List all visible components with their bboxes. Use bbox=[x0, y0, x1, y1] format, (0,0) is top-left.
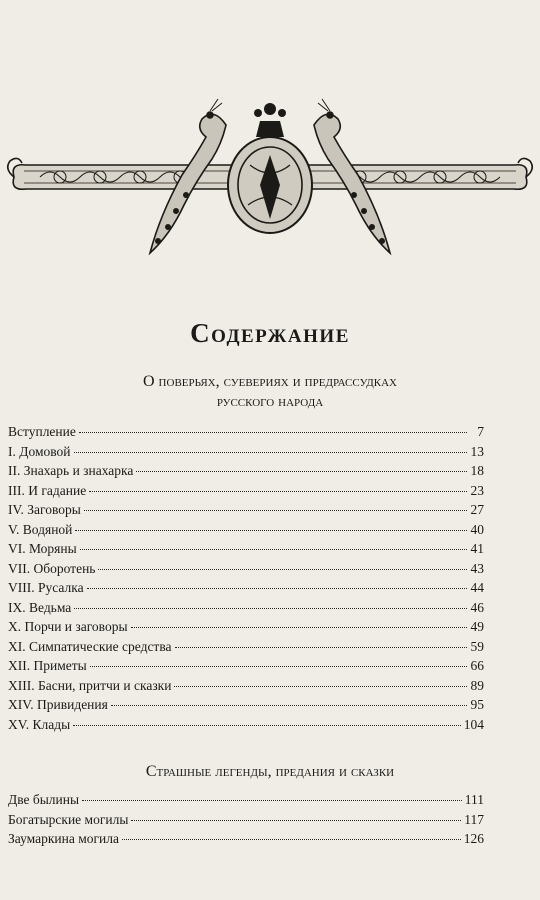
toc-entry[interactable] bbox=[8, 812, 484, 832]
dot-leader bbox=[80, 548, 467, 550]
toc-entry-page: 27 bbox=[470, 502, 484, 517]
toc-entry-page: 59 bbox=[470, 638, 484, 654]
toc-entry[interactable] bbox=[8, 463, 484, 483]
toc-entry-label: VIII. Русалка bbox=[8, 580, 84, 595]
toc-entry-label: XI. Симпатические средства bbox=[8, 638, 172, 654]
dot-leader bbox=[79, 431, 467, 433]
toc-entry[interactable] bbox=[8, 697, 484, 717]
toc-entry-page: 41 bbox=[470, 541, 484, 556]
section-heading-line: Страшные легенды, предания и сказки bbox=[145, 763, 395, 780]
toc-entry-label: Богатырские могилы bbox=[8, 811, 129, 827]
toc-entry[interactable] bbox=[8, 658, 484, 678]
toc-entry-label: Заумаркина могила bbox=[8, 831, 119, 846]
toc-entry-page: 13 bbox=[470, 443, 484, 459]
toc-entry[interactable] bbox=[8, 502, 484, 522]
toc-entry-page: 44 bbox=[470, 580, 484, 595]
dot-leader bbox=[136, 470, 467, 472]
toc-entry-label: III. И гадание bbox=[8, 482, 87, 498]
toc-entry[interactable] bbox=[8, 561, 484, 581]
toc-entry[interactable] bbox=[8, 717, 484, 737]
dot-leader bbox=[82, 799, 462, 801]
dot-leader bbox=[87, 587, 467, 589]
section-heading-line: О поверьях, суевериях и предрассудках bbox=[143, 373, 397, 390]
toc-entry-label: I. Домовой bbox=[8, 443, 71, 459]
toc-entry-label: II. Знахарь и знахарка bbox=[8, 463, 134, 478]
toc-entry[interactable] bbox=[8, 792, 484, 812]
toc-entry-page: 46 bbox=[470, 599, 484, 615]
dot-leader bbox=[73, 724, 461, 726]
toc-entry[interactable] bbox=[8, 600, 484, 620]
toc-entry-page: 111 bbox=[464, 792, 484, 807]
toc-entry-page: 117 bbox=[464, 811, 484, 827]
toc-entry-page: 43 bbox=[470, 560, 484, 576]
dot-leader bbox=[89, 490, 467, 492]
toc-entry-label: XIII. Басни, притчи и сказки bbox=[8, 677, 172, 693]
dot-leader bbox=[111, 704, 467, 706]
toc-entry-label: Вступление bbox=[8, 424, 76, 439]
toc-entry-label: XV. Клады bbox=[8, 716, 71, 732]
toc-entry-label: Две былины bbox=[8, 792, 80, 807]
page-title: Содержание bbox=[190, 318, 350, 348]
toc-entry[interactable] bbox=[8, 541, 484, 561]
dot-leader bbox=[174, 685, 467, 687]
toc-entry-label: X. Порчи и заговоры bbox=[8, 619, 128, 634]
toc-entry-page: 66 bbox=[470, 658, 484, 673]
dot-leader bbox=[131, 626, 467, 628]
dot-leader bbox=[90, 665, 467, 667]
dot-leader bbox=[75, 529, 467, 531]
toc-entry-page: 23 bbox=[470, 482, 484, 498]
toc-entry[interactable] bbox=[8, 619, 484, 639]
toc-entry-label: VII. Оборотень bbox=[8, 560, 96, 576]
toc-entry-label: XIV. Привидения bbox=[8, 697, 108, 712]
toc-entry-page: 95 bbox=[470, 697, 484, 712]
toc-entry[interactable] bbox=[8, 483, 484, 503]
toc-entry-page: 49 bbox=[470, 619, 484, 634]
toc-entry-page: 89 bbox=[470, 677, 484, 693]
toc-entry[interactable] bbox=[8, 424, 484, 444]
toc-entry[interactable] bbox=[8, 580, 484, 600]
toc-entry-page: 104 bbox=[463, 716, 484, 732]
toc-entry-page: 40 bbox=[470, 521, 484, 537]
toc-entry[interactable] bbox=[8, 678, 484, 698]
toc-entry-page: 126 bbox=[463, 831, 484, 846]
section-heading-line: русского народа bbox=[216, 393, 324, 410]
toc-entry-label: IX. Ведьма bbox=[8, 599, 72, 615]
toc-entry-page: 18 bbox=[470, 463, 484, 478]
dot-leader bbox=[98, 568, 467, 570]
dot-leader bbox=[74, 451, 468, 453]
dot-leader bbox=[175, 646, 467, 648]
dot-leader bbox=[122, 838, 461, 840]
toc-entry-label: IV. Заговоры bbox=[8, 502, 81, 517]
toc-entry[interactable] bbox=[8, 522, 484, 542]
toc-entry[interactable] bbox=[8, 444, 484, 464]
toc-entry-label: V. Водяной bbox=[8, 521, 73, 537]
toc-entry[interactable] bbox=[8, 831, 484, 851]
dot-leader bbox=[74, 607, 467, 609]
toc-list-1 bbox=[8, 424, 484, 736]
dot-leader bbox=[131, 819, 461, 821]
peacock-ornament-headpiece-icon bbox=[0, 85, 540, 275]
toc-entry-page: 7 bbox=[477, 424, 484, 439]
section-heading-1 bbox=[0, 372, 540, 412]
toc-list-2 bbox=[8, 792, 484, 851]
toc-entry-label: VI. Моряны bbox=[8, 541, 77, 556]
toc-entry[interactable] bbox=[8, 639, 484, 659]
section-heading-2 bbox=[0, 762, 540, 782]
dot-leader bbox=[84, 509, 467, 511]
toc-entry-label: XII. Приметы bbox=[8, 658, 87, 673]
